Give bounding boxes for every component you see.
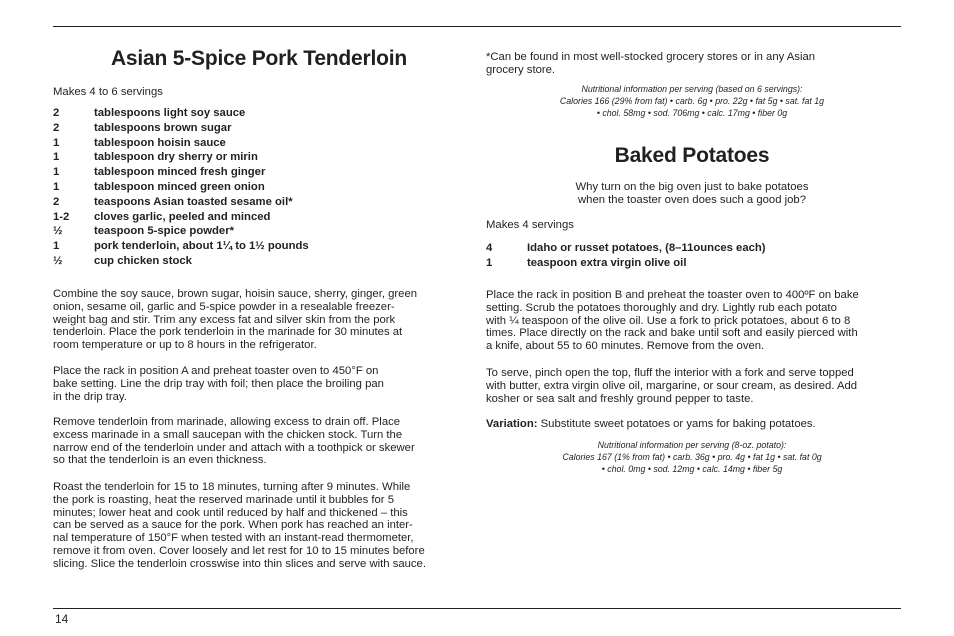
text-line: weight bag and stir. Trim any excess fat and silver skin from the pork [53, 313, 396, 326]
ingredient-row [53, 195, 465, 210]
method-paragraph-potatoes-1 [486, 289, 859, 353]
text-line: grocery store. [486, 63, 556, 76]
text-line: with butter, extra virgin olive oil, margarine, or sour cream, as desired. Add [486, 379, 858, 392]
variation-text: Substitute sweet potatoes or yams for baking potatoes. [537, 418, 816, 430]
ingredient-row [53, 239, 465, 254]
text-line: Nutritional information per serving (based on 6 servings): [581, 84, 803, 94]
text-line: with ¼ teaspoon of the olive oil. Use a fork to prick potatoes, about 6 to 8 [486, 314, 851, 327]
text-line: *Can be found in most well-stocked grocery stores or in any Asian [486, 51, 816, 63]
text-line: • chol. 0mg • sod. 12mg • calc. 14mg • fiber 5g [601, 464, 783, 474]
text-line: Calories 166 (29% from fat) • carb. 6g • pro. 22g • fat 5g • sat. fat 1g [559, 96, 825, 106]
ingredient-item: tablespoon hoisin sauce [94, 136, 226, 149]
text-line: Roast the tenderloin for 15 to 18 minutes, turning after 9 minutes. While [53, 481, 411, 493]
nutrition-info-potatoes [486, 439, 898, 475]
recipe-title-pork: Asian 5-Spice Pork Tenderloin [110, 47, 408, 70]
text-line: nal temperature of 150°F when tested with an instant-read thermometer, [53, 532, 414, 545]
footnote [486, 51, 815, 77]
recipe-intro [486, 181, 898, 207]
top-rule [53, 26, 901, 27]
text-line: kosher or sea salt and freshly ground pepper to taste. [486, 392, 754, 405]
ingredient-quantity: 1 [53, 166, 60, 179]
ingredient-item: tablespoon minced green onion [94, 180, 265, 193]
text-line: bake setting. Line the drip tray with foil; then place the broiling pan [53, 377, 384, 390]
servings-potatoes: Makes 4 servings [486, 219, 574, 231]
ingredient-row [53, 165, 465, 180]
text-line: slicing. Slice the tenderloin crosswise into thin slices and serve with sauce. [53, 557, 426, 570]
text-line: minutes; lower heat and cook until reduced by half and thickened – this [53, 506, 408, 519]
ingredient-item: cloves garlic, peeled and minced [94, 210, 271, 223]
ingredient-quantity: ½ [53, 225, 63, 238]
ingredient-quantity: 4 [486, 242, 493, 254]
text-line: remove it from oven. Cover loosely and let rest for 10 to 15 minutes before [53, 544, 425, 557]
text-line: excess marinade in a small saucepan with the chicken stock. Turn the [53, 428, 403, 441]
ingredient-quantity: 2 [53, 195, 60, 208]
text-line: a knife, about 55 to 60 minutes. Remove from the oven. [486, 340, 765, 353]
ingredient-row [53, 106, 465, 121]
ingredient-quantity: 1 [486, 256, 493, 269]
ingredient-quantity: 2 [53, 121, 60, 134]
ingredient-row [53, 224, 465, 239]
servings-pork: Makes 4 to 6 servings [53, 86, 163, 98]
ingredient-row [53, 136, 465, 151]
ingredient-list-potatoes [486, 241, 902, 271]
text-line: setting. Scrub the potatoes thoroughly and dry. Lightly rub each potato [486, 301, 837, 314]
method-paragraph-3 [53, 416, 415, 467]
method-paragraph-2 [53, 365, 384, 403]
text-line: Place the rack in position B and preheat the toaster oven to 400ºF on bake [486, 289, 859, 301]
ingredient-row [53, 210, 465, 225]
ingredient-quantity: 1 [53, 151, 60, 164]
ingredient-item: tablespoon minced fresh ginger [94, 166, 266, 179]
variation-label: Variation: [486, 418, 538, 430]
text-line: can be served as a sauce for the pork. When pork has reached an inter- [53, 519, 413, 532]
ingredient-item: teaspoon 5-spice powder* [94, 225, 234, 238]
ingredient-row [486, 256, 902, 271]
ingredient-item: pork tenderloin, about 1¼ to 1½ pounds [94, 240, 309, 253]
ingredient-item: tablespoons light soy sauce [94, 107, 246, 119]
text-line: onion, sesame oil, garlic and 5-spice powder in a resealable freezer- [53, 300, 395, 313]
method-paragraph-4 [53, 481, 426, 571]
text-line: tenderloin. Place the pork tenderloin in the marinade for 30 minutes at [53, 326, 403, 339]
recipe-title-potatoes: Baked Potatoes [614, 144, 770, 167]
text-line: Nutritional information per serving (8-oz. potato): [597, 440, 787, 450]
ingredient-row [53, 150, 465, 165]
text-line: room temperature or up to 8 hours in the refrigerator. [53, 339, 317, 352]
ingredient-row [53, 254, 465, 269]
text-line: Place the rack in position A and preheat toaster oven to 450°F on [53, 365, 379, 377]
text-line: when the toaster oven does such a good job? [578, 193, 806, 206]
variation-note [486, 418, 816, 431]
ingredient-row [53, 121, 465, 136]
text-line: times. Place directly on the rack and bake until soft and easily pierced with [486, 327, 858, 340]
method-paragraph-1 [53, 288, 417, 352]
page-number: 14 [55, 612, 69, 626]
text-line: Combine the soy sauce, brown sugar, hoisin sauce, sherry, ginger, green [53, 288, 418, 300]
text-line: the pork is roasting, heat the reserved marinade until it bubbles for 5 [53, 493, 394, 506]
ingredient-quantity: 1-2 [53, 210, 70, 223]
ingredient-item: tablespoon dry sherry or mirin [94, 151, 258, 164]
ingredient-item: tablespoons brown sugar [94, 121, 232, 134]
ingredient-row [53, 180, 465, 195]
text-line: Why turn on the big oven just to bake potatoes [575, 181, 809, 193]
text-line: so that the tenderloin is an even thickness. [53, 454, 267, 467]
text-line: To serve, pinch open the top, fluff the interior with a fork and serve topped [486, 367, 854, 379]
ingredient-item: teaspoon extra virgin olive oil [527, 256, 687, 269]
ingredient-item: cup chicken stock [94, 254, 192, 267]
nutrition-info-pork [486, 83, 898, 119]
ingredient-quantity: 2 [53, 107, 60, 119]
method-paragraph-potatoes-2 [486, 367, 857, 405]
ingredient-item: teaspoons Asian toasted sesame oil* [94, 195, 293, 208]
bottom-rule [53, 608, 901, 609]
ingredient-list-pork [53, 106, 465, 269]
ingredient-quantity: 1 [53, 240, 60, 253]
ingredient-quantity: ½ [53, 254, 63, 267]
text-line: in the drip tray. [53, 390, 127, 403]
ingredient-row [486, 241, 902, 256]
text-line: Remove tenderloin from marinade, allowing excess to drain off. Place [53, 416, 401, 428]
text-line: Calories 167 (1% from fat) • carb. 36g • pro. 4g • fat 1g • sat. fat 0g [562, 452, 822, 462]
ingredient-item: Idaho or russet potatoes, (8–11ounces each) [527, 242, 766, 254]
ingredient-quantity: 1 [53, 136, 60, 149]
text-line: narrow end of the tenderloin under and attach with a toothpick or skewer [53, 441, 415, 454]
text-line: • chol. 58mg • sod. 706mg • calc. 17mg • fiber 0g [596, 108, 788, 118]
ingredient-quantity: 1 [53, 180, 60, 193]
